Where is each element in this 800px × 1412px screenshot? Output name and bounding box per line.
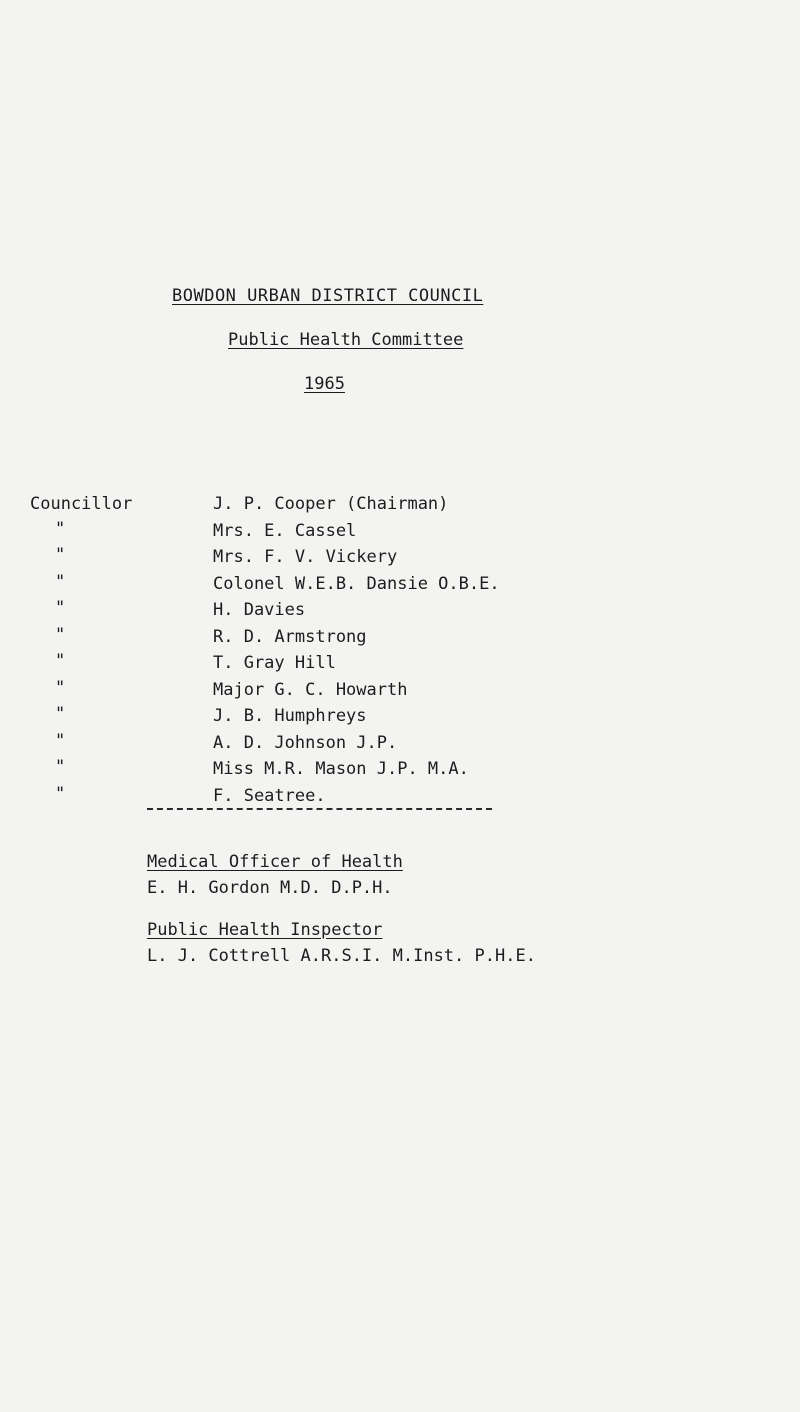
ditto-mark: " [55,545,66,565]
member-row [0,547,800,574]
member-name: H. Davies [213,600,306,620]
medical-officer-name: E. H. Gordon M.D. D.P.H. [147,878,393,898]
member-name: R. D. Armstrong [213,626,367,647]
health-inspector-label: Public Health Inspector [147,920,383,940]
member-name: F. Seatree. [213,785,326,806]
ditto-mark: " [55,518,66,539]
member-row [0,600,800,627]
member-name: T. Gray Hill [213,653,336,673]
ditto-mark: " [55,624,66,645]
member-name: J. P. Cooper (Chairman) [213,494,449,514]
ditto-mark: " [55,730,66,751]
committee-name: Public Health Committee [228,330,464,350]
ditto-mark: " [55,757,66,777]
member-name: A. D. Johnson J.P. [213,732,398,753]
member-name: J. B. Humphreys [213,706,367,726]
member-row [0,653,800,680]
document-year: 1965 [304,374,345,394]
ditto-mark: " [55,704,66,724]
member-name: Miss M.R. Mason J.P. M.A. [213,759,469,779]
health-inspector-name: L. J. Cottrell A.R.S.I. M.Inst. P.H.E. [147,946,536,966]
ditto-mark: " [55,598,66,618]
member-row [0,759,800,786]
member-name: Major G. C. Howarth [213,679,408,700]
member-row [0,706,800,733]
member-row [0,518,800,548]
member-name: Mrs. E. Cassel [213,520,357,541]
member-title: Councillor [30,494,133,514]
member-row [0,571,800,601]
medical-officer-label: Medical Officer of Health [147,852,403,872]
member-name: Mrs. F. V. Vickery [213,547,398,567]
ditto-mark: " [55,651,66,671]
ditto-mark: " [55,571,66,592]
dashed-divider [147,808,492,810]
ditto-mark: " [55,677,66,698]
member-row [0,677,800,707]
member-row [0,730,800,760]
committee-member-list [0,494,800,812]
member-name: Colonel W.E.B. Dansie O.B.E. [213,573,500,594]
ditto-mark: " [55,783,66,804]
member-row [0,624,800,654]
document-title: BOWDON URBAN DISTRICT COUNCIL [172,286,484,306]
member-row [0,494,800,521]
